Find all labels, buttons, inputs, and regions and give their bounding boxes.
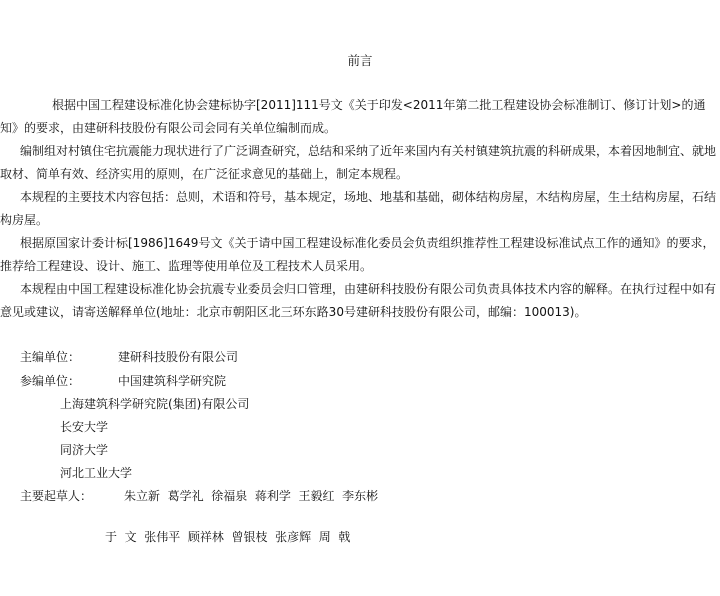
drafters-label: 主要起草人： xyxy=(20,489,93,503)
participating-unit: 长安大学 xyxy=(60,420,109,434)
participating-unit: 河北工业大学 xyxy=(60,466,133,480)
participating-unit: 中国建筑科学研究院 xyxy=(118,374,227,388)
participating-units-label: 参编单位： xyxy=(20,374,81,388)
chief-unit-label: 主编单位： xyxy=(20,350,81,364)
paragraph-management: 本规程由中国工程建设标准化协会抗震专业委员会归口管理，由建研科技股份有限公司负责具体技术内容的解释。在执行过程中如有意见或建议，请寄送解释单位(地址：北京市朝阳区北三环东路30号建研科技股份有限公司，邮编：100013)。 xyxy=(0,282,717,319)
drafters-names-line1: 朱立新 葛学礼 徐福泉 蒋利学 王毅红 李东彬 xyxy=(124,489,379,503)
participating-unit: 同济大学 xyxy=(60,443,109,457)
paragraph-contents: 本规程的主要技术内容包括：总则，术语和符号，基本规定，场地、地基和基础，砌体结构房屋，木结构房屋，生土结构房屋，石结构房屋。 xyxy=(0,190,717,227)
drafters-names-line2: 于 文 张伟平 顾祥林 曾银枝 张彦辉 周 戟 xyxy=(105,530,351,544)
page-title: 前言 xyxy=(347,53,373,68)
participating-unit: 上海建筑科学研究院(集团)有限公司 xyxy=(60,397,250,411)
paragraph-recommendation: 根据原国家计委计标[1986]1649号文《关于请中国工程建设标准化委员会负责组织推荐性工程建设标准试点工作的通知》的要求，推荐给工程建设、设计、施工、监理等使用单位及工程技术人员采用。 xyxy=(0,236,715,273)
paragraph-origin: 根据中国工程建设标准化协会建标协字[2011]111号文《关于印发<2011年第二批工程建设协会标准制订、修订计划>的通知》的要求，由建研科技股份有限公司会同有关单位编制而成。 xyxy=(0,98,706,135)
paragraph-research: 编制组对村镇住宅抗震能力现状进行了广泛调查研究，总结和采纳了近年来国内有关村镇建筑抗震的科研成果，本着因地制宜、就地取材、简单有效、经济实用的原则，在广泛征求意见的基础上，制定本规程。 xyxy=(0,144,717,181)
chief-unit-value: 建研科技股份有限公司 xyxy=(118,350,239,364)
